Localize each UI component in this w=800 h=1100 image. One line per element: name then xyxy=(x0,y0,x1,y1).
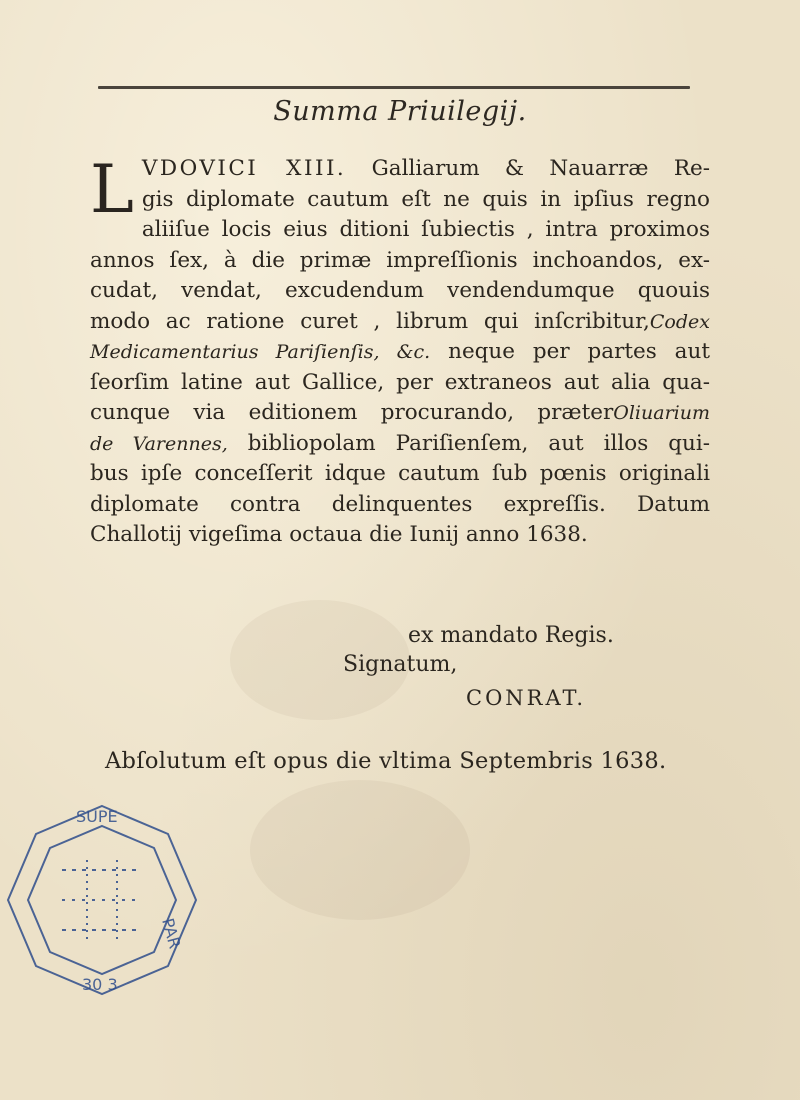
text-line: ſeorſim latine aut Gallice, per extraneos aut alia qua- xyxy=(90,369,710,395)
text-line: gis diplomate cautum eſt ne quis in ipſius regno xyxy=(141,186,710,212)
text-line: modo ac ratione curet , librum qui inſcribitur,Codex xyxy=(90,308,710,334)
signer-name: CONRAT. xyxy=(466,686,587,710)
text-line: bus ipſe conceſſerit idque cautum ſub pœnis originali xyxy=(90,461,710,486)
text-line: diplomate contra delinquentes expreſſis. Datum xyxy=(90,491,710,517)
text-line: de Varennes, bibliopolam Pariſienſem, aut illos qui- xyxy=(90,430,711,456)
stamp-bottom-text: 30 3 xyxy=(82,975,118,994)
text-line: cudat, vendat, excudendum vendendumque quouis xyxy=(90,278,710,303)
library-stamp xyxy=(2,800,202,1000)
text-line: Medicamentarius Pariſienſis, &c. neque per partes aut xyxy=(90,339,710,364)
running-head: Summa Priuilegij. xyxy=(273,96,527,127)
stamp-right-text: PAR xyxy=(158,916,185,951)
header-rule xyxy=(98,86,690,89)
signatum-line: Signatum, xyxy=(343,652,458,677)
completion-line: Abſolutum eſt opus die vltima Septembris 1638. xyxy=(105,748,667,774)
mandate-line: ex mandato Regis. xyxy=(408,623,614,648)
drop-cap: L xyxy=(90,151,134,228)
text-line: cunque via editionem procurando, præterOliuarium xyxy=(90,400,710,425)
paper-stain xyxy=(250,780,470,920)
text-line: Challotij vigeſima octaua die Iunij anno 1638. xyxy=(90,522,588,547)
text-line: VDOVICI XIII. Galliarum & Nauarræ Re- xyxy=(141,156,710,181)
text-line: aliiſue locis eius ditioni ſubiectis , intra proximos xyxy=(141,217,710,242)
privilege-text xyxy=(90,151,711,551)
text-line: annos ſex, à die primæ impreſſionis inchoandos, ex- xyxy=(90,247,710,273)
stamp-top-text: SUPE xyxy=(76,807,118,826)
